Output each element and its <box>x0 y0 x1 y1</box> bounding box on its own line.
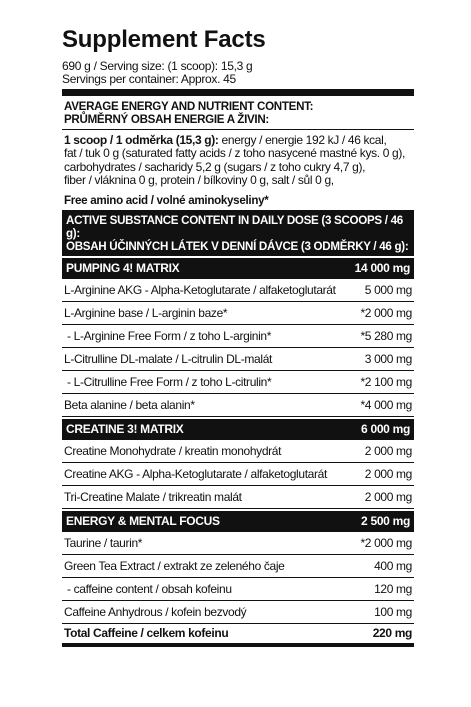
matrix-total: 2 500 mg <box>361 514 410 529</box>
ingredient-row <box>62 578 414 601</box>
ingredient-name: Green Tea Extract / extrakt ze zeleného čaje <box>64 558 285 573</box>
ingredient-row <box>62 302 414 325</box>
ingredient-row <box>62 325 414 348</box>
active-substance-heading <box>62 210 414 256</box>
ingredient-amount: *4 000 mg <box>360 397 412 412</box>
ingredient-row <box>62 279 414 302</box>
energy-line-3: carbohydrates / sacharidy 5,2 g (sugars / z toho cukry 4,7 g), <box>64 159 366 174</box>
ingredient-row <box>62 555 414 578</box>
amino-note: Free amino acid / volné aminokyseliny* <box>64 193 269 207</box>
matrix-name: PUMPING 4! MATRIX <box>66 261 180 276</box>
ingredient-row <box>62 486 414 509</box>
active-heading-cz: OBSAH ÚČINNÝCH LÁTEK V DENNÍ DÁVCE (3 ODMĚRKY / 46 g): <box>66 239 409 253</box>
divider-thick <box>62 89 414 96</box>
ingredient-row <box>62 601 414 624</box>
ingredient-row <box>62 371 414 394</box>
ingredient-amount: 2 000 mg <box>364 443 412 458</box>
ingredient-row <box>62 348 414 371</box>
matrix-name: CREATINE 3! MATRIX <box>66 422 184 437</box>
energy-line-4: fiber / vláknina 0 g, protein / bílkoviny 0 g, salt / sůl 0 g, <box>64 173 334 188</box>
ingredient-amount: 220 mg <box>372 626 412 641</box>
ingredient-name: Total Caffeine / celkem kofeinu <box>64 626 229 641</box>
ingredient-row <box>62 624 414 647</box>
energy-content <box>62 130 414 191</box>
matrix-header <box>62 258 414 279</box>
matrix-header <box>62 511 414 532</box>
ingredient-name: - caffeine content / obsah kofeinu <box>64 581 232 596</box>
ingredient-name: L-Arginine AKG - Alpha-Ketoglutarate / alfaketoglutarát <box>64 282 336 297</box>
energy-value: energy / energie 192 kJ / 46 kcal, <box>218 133 387 147</box>
ingredient-name: Caffeine Anhydrous / kofein bezvodý <box>64 604 247 619</box>
ingredient-amount: 5 000 mg <box>364 282 412 297</box>
ingredient-amount: 400 mg <box>374 558 412 573</box>
matrix-name: ENERGY & MENTAL FOCUS <box>66 514 220 529</box>
ingredient-amount: *5 280 mg <box>360 328 412 343</box>
ingredient-amount: *2 000 mg <box>360 535 412 550</box>
ingredient-name: Creatine AKG - Alpha-Ketoglutarate / alfaketoglutarát <box>64 466 327 481</box>
ingredient-name: L-Citrulline DL-malate / L-citrulin DL-malát <box>64 351 273 366</box>
energy-heading-en: AVERAGE ENERGY AND NUTRIENT CONTENT: <box>64 100 314 113</box>
servings-per-container: Servings per container: Approx. 45 <box>62 72 236 86</box>
serving-size: 690 g / Serving size: (1 scoop): 15,3 g <box>62 59 253 73</box>
panel-title: Supplement Facts <box>62 26 266 53</box>
matrix-header <box>62 419 414 440</box>
supplement-facts-panel <box>62 26 414 647</box>
ingredient-name: Taurine / taurin* <box>64 535 143 550</box>
ingredient-amount: 120 mg <box>374 581 412 596</box>
ingredient-name: Beta alanine / beta alanin* <box>64 397 195 412</box>
ingredient-row <box>62 440 414 463</box>
active-heading-en: ACTIVE SUBSTANCE CONTENT IN DAILY DOSE (3 SCOOPS / 46 g): <box>66 213 403 240</box>
ingredient-amount: 2 000 mg <box>364 489 412 504</box>
ingredient-name: Tri-Creatine Malate / trikreatin malát <box>64 489 242 504</box>
matrix-total: 14 000 mg <box>354 261 410 276</box>
ingredient-row <box>62 394 414 417</box>
ingredient-name: - L-Arginine Free Form / z toho L-arginin* <box>64 328 272 343</box>
ingredient-row <box>62 532 414 555</box>
ingredient-name: Creatine Monohydrate / kreatin monohydrát <box>64 443 282 458</box>
energy-line-2: fat / tuk 0 g (saturated fatty acids / z toho nasycené mastné kys. 0 g), <box>64 146 405 161</box>
energy-heading <box>62 96 414 129</box>
ingredient-amount: 3 000 mg <box>364 351 412 366</box>
ingredient-amount: 100 mg <box>374 604 412 619</box>
ingredient-name: L-Arginine base / L-arginin baze* <box>64 305 228 320</box>
matrix-total: 6 000 mg <box>361 422 410 437</box>
ingredient-row <box>62 463 414 486</box>
ingredient-sections <box>62 258 414 647</box>
ingredient-amount: *2 000 mg <box>360 305 412 320</box>
ingredient-amount: 2 000 mg <box>364 466 412 481</box>
ingredient-name: - L-Citrulline Free Form / z toho L-citrulin* <box>64 374 272 389</box>
energy-line-1 <box>64 134 414 147</box>
ingredient-amount: *2 100 mg <box>360 374 412 389</box>
energy-heading-cz: PRŮMĚRNÝ OBSAH ENERGIE A ŽIVIN: <box>64 113 269 126</box>
energy-lead: 1 scoop / 1 odměrka (15,3 g): <box>64 133 219 147</box>
